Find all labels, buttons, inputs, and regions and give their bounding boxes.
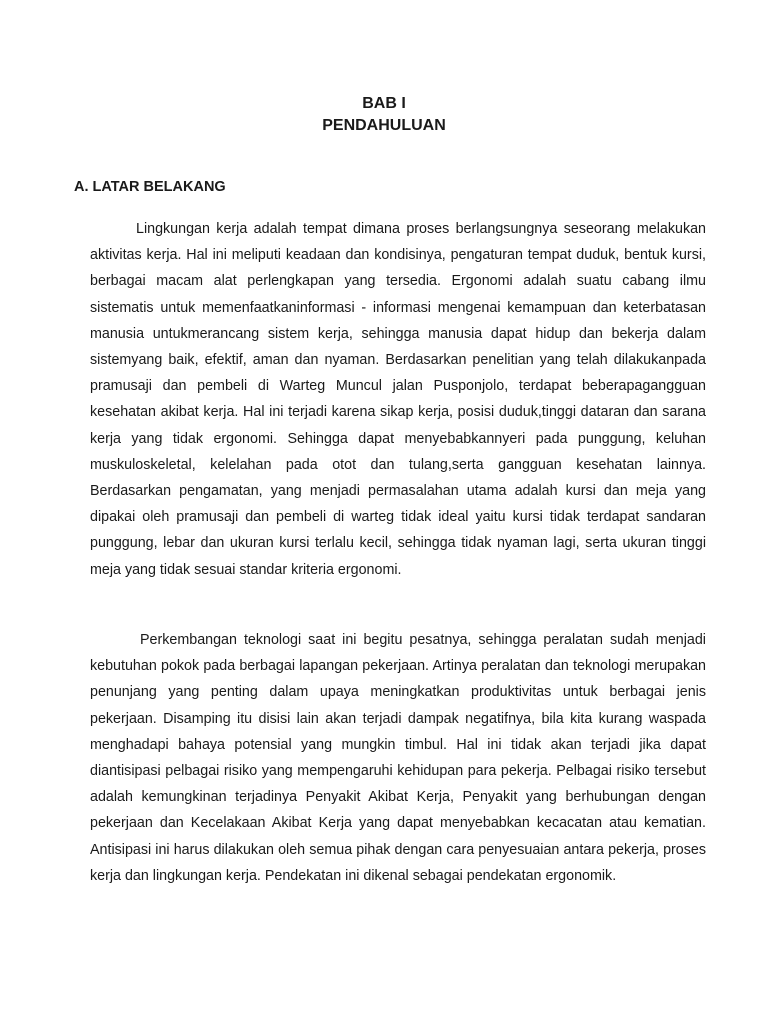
chapter-title: PENDAHULUAN bbox=[322, 117, 446, 134]
paragraph-1: Lingkungan kerja adalah tempat dimana proses berlangsungnya seseorang melakukan aktivitas kerja. Hal ini meliputi keadaan dan kondisinya, pengaturan tempat duduk, bentuk kursi, berbagai macam alat perlengkapan yang tersedia. Ergonomi adalah suatu cabang ilmu sistematis untuk memenfaatkaninformasi - informasi mengenai kemampuan dan keterbatasan manusia untukmerancang sistem kerja, sehingga manusia dapat hidup dan bekerja dalam sistemyang baik, efektif, aman dan nyaman. Berdasarkan penelitian yang telah dilakukanpada pramusaji dan pembeli di Warteg Muncul jalan Pusponjolo, terdapat beberapagangguan kesehatan akibat kerja. Hal ini terjadi karena sikap kerja, posisi duduk,tinggi dataran dan sarana kerja yang tidak ergonomi. Sehingga dapat menyebabkannyeri pada punggung, keluhan muskuloskeletal, kelelahan pada otot dan tulang,serta gangguan kesehatan lainnya. Berdasarkan pengamatan, yang menjadi permasalahan utama adalah kursi dan meja yang dipakai oleh pramusaji dan pembeli di warteg tidak ideal yaitu kursi tidak terdapat sandaran punggung, lebar dan ukuran kursi terlalu kecil, sehingga tidak nyaman lagi, serta ukuran tinggi meja yang tidak sesuai standar kriteria ergonomi. bbox=[90, 221, 706, 578]
section-title: A. LATAR BELAKANG bbox=[74, 179, 226, 195]
paragraph-2: Perkembangan teknologi saat ini begitu pesatnya, sehingga peralatan sudah menjadi kebutuhan pokok pada berbagai lapangan pekerjaan. Artinya peralatan dan teknologi merupakan penunjang yang penting dalam upaya meningkatkan produktivitas untuk berbagai jenis pekerjaan. Disamping itu disisi lain akan terjadi dampak negatifnya, bila kita kurang waspada menghadapi bahaya potensial yang mungkin timbul. Hal ini tidak akan terjadi jika dapat diantisipasi pelbagai risiko yang mempengaruhi kehidupan para pekerja. Pelbagai risiko tersebut adalah kemungkinan terjadinya Penyakit Akibat Kerja, Penyakit yang berhubungan dengan pekerjaan dan Kecelakaan Akibat Kerja yang dapat menyebabkan kecacatan atau kematian. Antisipasi ini harus dilakukan oleh semua pihak dengan cara penyesuaian antara pekerja, proses kerja dan lingkungan kerja. Pendekatan ini dikenal sebagai pendekatan ergonomik. bbox=[90, 632, 706, 884]
chapter-number: BAB I bbox=[362, 95, 406, 112]
